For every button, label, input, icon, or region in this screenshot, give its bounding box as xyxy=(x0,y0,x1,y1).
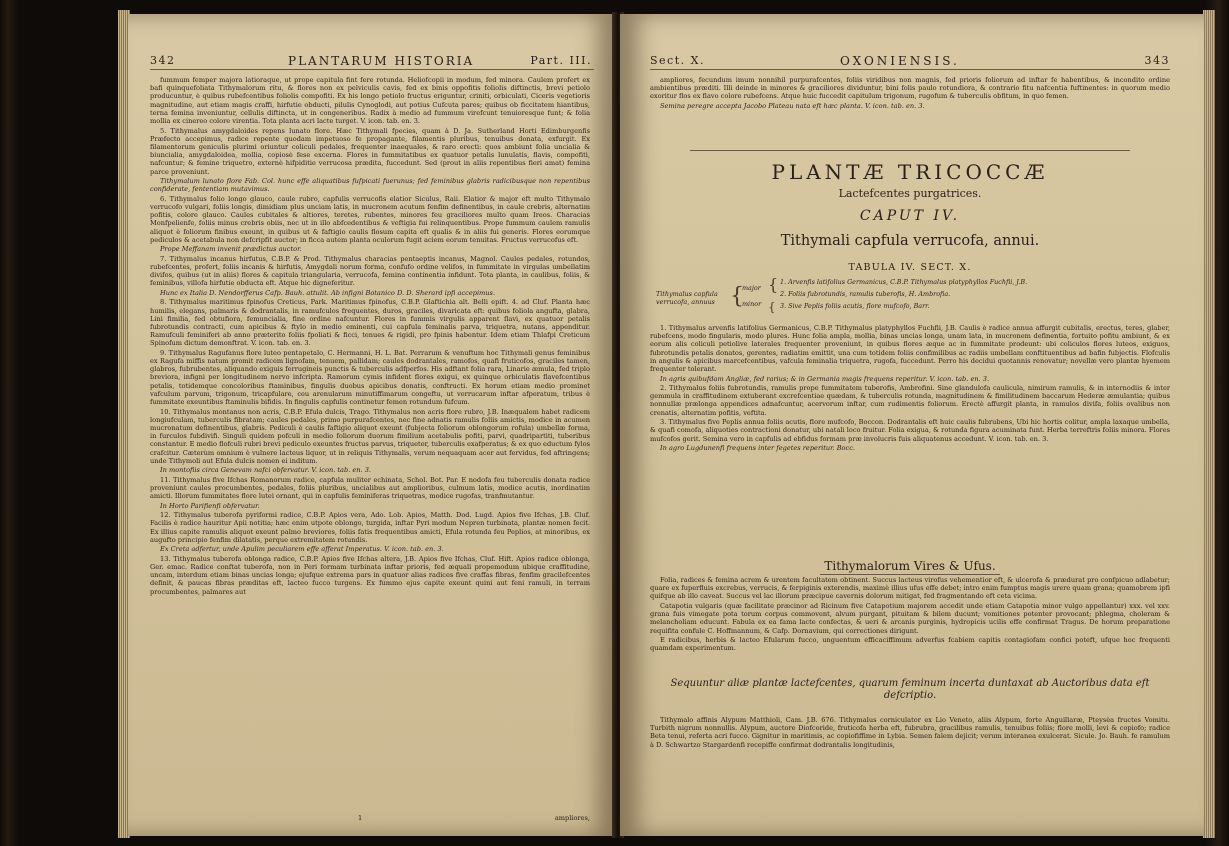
paragraph: Folia, radices & femina acrem & urentem facultatem obtinent. Succus lacteus virofus vehementior eft, & ulcerofa & prædurat pro confpicuo adlabetur; quare ex fuperfluis excrebus, verrucis, & ferpiginis exterendis, maximè illius ufus effe debet; intro enim fumptus magis urere quam grana; quamobrem ipfi quifque ab illo caveat. Succus vel lac illorum præcipue cavernis dolorum mitigat, fed fragmentando eft ceta vicima. xyxy=(650,576,1170,601)
sequuntur-heading: Sequuntur aliæ plantæ lactefcentes, quarum feminum incerta duntaxat ab Auctoribus data eft defcriptio. xyxy=(670,678,1150,701)
paragraph: 3. Tithymalus five Peplis annua foliis acutis, flore mufcofo, Boccon. Dodrantalis eft huic caulis fubrubens, Ubi hic hortis colitur, ampla laxaque umbella, & quafi comofa, aliquoties contractioni donatur, ubi natali loco fruitur. Folia exigua, & rotunda figura acuminata funt. Herba terreftris foliis minora. Flores mufcofos gerit. Semina vero in capfulis ad ebfidus formam præ involucris fuis aliquatenus accedunt. V. icon. tab. en. 3. xyxy=(650,418,1170,443)
right-page xyxy=(620,14,1204,836)
chapter-heading: CAPUT IV. xyxy=(859,208,961,224)
right-head-rule xyxy=(650,69,1170,70)
paragraph: Tithymalum lunato flore Fab. Col. hunc effe aliquatibus fufpicati fuerunus; fed feminibus glabris radicibusque non repentibus confiderate, fententiam mutavimus. xyxy=(150,177,590,194)
paragraph: In agro Lugdunenfi frequens inter fegetes reperitur. Bocc. xyxy=(660,444,856,453)
synopsis-genus: Tithymalus capfula verrucofa, annuus xyxy=(656,290,718,307)
section-subtitle: Lactefcentes purgatrices. xyxy=(838,187,982,200)
table-label: TABULA IV. SECT. X. xyxy=(848,262,972,273)
paragraph: 10. Tithymalus montanus non acris, C.B.P. Efula dulcis, Trago. Tithymalus non acris flore rubro, J.B. Inæqualem habet radicem longiufculam, tuberculis fibratam; caules pedales, primo purpurafcentes, nec fine adnatis ramulis foliis amictis, modice in acumen mucronatum definentibus, glabris. Pediculi è caulis faftigio aliquot exeunt (fubjecta foliorum oblongorum rofula) umbellæ forma, in furculos fubdivifi. Singuli quidem pofculi in medio foliorum duorum fimilium acetabulis pofiti, parvi, quadripartiti, tuberibus constantur. E medio flofculi rubri brevi pediculo exeuntes fructus parvus, triqueter, tuberculis exafperatus; & ex quo eductum fylos crafcitur. Cæterùm omnium è vulnere lacteus liquor, ut in reliquis Tithymalis, verum nequaquam acer aut fervidus, fed aftringens; unde Tithymoli aut Efula dulcis nomen ei inditum. xyxy=(150,407,590,465)
species-synopsis xyxy=(656,275,1176,318)
right-page-number: 343 xyxy=(1144,54,1170,67)
signature-mark: 1 xyxy=(358,814,363,822)
synopsis-species: 2. Foliis fubrotundis, ramulis tuberofis, H. Ambrofia. xyxy=(780,290,951,298)
brace-glyph: { xyxy=(730,284,744,309)
plantae-tricoccae-title: PLANTÆ TRICOCCÆ xyxy=(771,160,1049,184)
vires-text xyxy=(650,576,1170,654)
paragraph: In agris quibufdam Angliæ, fed rarius; & in Germania magis frequens reperitur. V. icon. tab. en. 3. xyxy=(660,374,990,383)
left-page-number: 342 xyxy=(150,54,176,67)
paragraph: 13. Tithymalus tuberofa oblonga radice, C.B.P. Apios five Ifchas altera, J.B. Apios five Ifchas, Cluf. Hift. Apios radice oblonga, Ger. emac. Radice conftat tuberofa, non in Peri formam turbinata inftar prioris, fed æquali propemodum ubique craffitudine, uncam, interdum etiam binas uncias longa; ejufque extrema pars in quatuor alias radices five craffas fibras, fenfim gracilefcentes definit, & paucas fibras præditas eft, lacteo fucco turgens. Ex fummo ejus capite exeunt quini aut feni ramuli, in terram procumbentes, palmares aut xyxy=(150,554,590,596)
chapter-title: Tithymali capfula verrucofa, annui. xyxy=(780,233,1040,249)
right-running-title: OXONIENSIS. xyxy=(840,54,960,68)
paragraph: 7. Tithymalus incanus hirfutus, C.B.P. & Prod. Tithymalus characias pentaeptis incanus, Magnol. Caules pedales, rotundos, rubefcentes, profert, foliis incanis & hirfutis, Amygdali norum forma, confufo ordine velifos, in fummitate in virgulas umbellatim divifos, quibus (ut in aliis) flores & capitula triangularia, verrucofa, femina continentia infidunt. Tota planta, in caulibus, foliis, & feminibus, villofa hirfutie obducta eft. Atque hic digneferitur. xyxy=(150,254,590,288)
page-edges-right xyxy=(1203,10,1215,838)
left-part-label: Part. III. xyxy=(530,54,592,67)
paragraph: 2. Tithymalus foliis fubrotundis, ramulis prope fummitatem tuberofis, Ambrofini. Sine glandulofa caulicula, nimirum ramulis, & in internodiis & inter gemmula in craffitudinem extuberant excrefcentiae quædam, & tuberculis rotunda, magnitudinem & fimilitudinem baccarum Hederæ æmulantia; quibus nonnullæ prælonga appendices adnafcuntur, acervorum inftar, cum rudimentis foliorum. Erectè affurgit planta, in ramulos divifa, foliis ovalibus non crenatis, alternatim pofitis, veftita. xyxy=(650,384,1170,417)
paragraph: Hunc ex Italia D. Nendorfferus Cafp. Bauh. attulit. Ab infigni Botanico D. D. Sherard ipfi accepimus. xyxy=(160,288,496,297)
left-page xyxy=(128,14,616,836)
paragraph: 11. Tithymalus five Ifchas Romanorum radice, capfula muliter echinata, Schol. Bot. Par. E nodofa feu tuberculis donata radice proveniunt caules procumbentes, pedales, foliis pluribus, uncialibus aut amplioribus, culmum latis, modice acutis, inordinatim amicti. Illorum fummitates flore lutei ornant, qui in capfulis feminiferas triquetras, modice rugofas, tranfmutantur. xyxy=(150,475,590,501)
synopsis-minor: minor xyxy=(742,300,762,308)
paragraph: 5. Tithymalus amygdaloides repens lunato flore. Hæc Tithymali fpecies, quam à D. Ja. Sutherland Horti Edimburgenfis Præfecto accepimus, radice repente quodam impetuoso fe propagante, filamentis pluribus, tenuibus donata, exfurgit. Ex filamentorum geniculis plurimi oriuntur coliculi pedales, frequenter inaequales, & raro erecti: quos ambiunt folia uncialia & biuncialia, amygdaloidea, mollia, copiosè fese excerna. Flores in fummitatibus ex quatuor petalis lunulatis, flavis, compofiti, nafcuntur; & femine triquetro, externè hifpiditie verrucosa prædita, fuccedunt. Sed (prout in aliis repentibus fieri amat) femina parce proveniunt. xyxy=(150,126,590,176)
right-species-text xyxy=(650,324,1170,454)
paragraph: Catapotia vulgaris (quæ facilitate præcinor ad Ricinum five Catapotium majorem accedit unde etiam Catapotia minor vulgo appellantur) xxx. vel xxv. grana fuis vimegate pota torum corpus commovent, alvum purgant, pituitam & bilem ducunt; vomitiones potenter provocant; phlegma, choleram & melancholiam educunt. Fabula ex ea fama lacte confectas, & ueri & arcanis purginis, hydropicis ucilis effe confirmat Tragus. De horum preparatione requifita confule C. Hoffmannum, & Cafp. Dornavium, qui correctiones dirigunt. xyxy=(650,601,1170,635)
paragraph: In montofiis circa Genevam nafci obfervatur. V. icon. tab. en. 3. xyxy=(160,466,372,475)
paragraph: 8. Tithymalus maritimus fpinofus Creticus, Park. Maritimus fpinofus, C.B.P. Glaftichia alt. Belli epift. 4. ad Cluf. Planta hæc humilis, elegans, palmaris & dodrantalis, in ramufculos frequentes, duros, graciles, divaricata eft: quibus foliola angufta, glabra, Lini fimilia, fed obtufiora, femuncialia, fine ordine nafcuntur. Flores in fummis virgulis apparent flavi, ex quatuor petalis fubrotundis contracti, cum apicibus & ftylo in medio eminenti, cui capfula feminalis parva, triquetra, nutans, appenditur. Ramufculi feminiferi ab anno præterito foliis fpoliati & ficci, tenues & rigidi, pro fpinis habentur. Idem etiam Thlafpi Creticum Spinofum dictum demonftrat. V. icon. tab. en. 3. xyxy=(150,298,590,348)
section-rule xyxy=(690,150,1130,151)
brace-glyph: { xyxy=(768,300,776,314)
paragraph: 12. Tithymalus tuberofa pyriformi radice, C.B.P. Apios vera, Ado. Lob. Apios, Matth. Dod. Lugd. Apios five Ifchas, J.B. Cluf. Facilis è radice hauritur Apii notitia; hæc enim utpote oblongo, turgida, inftar Pyri modum Nepren turbinata, plantæ nomen fecit. Ex illius capite ramulis aliquot exeunt palmo breviores, foliis fatis frequentibus amicti, Efula rotunda feu Peplios, at minoribus, ex augufto principio fenfim dilatatis, perque extremitatem rotundis. xyxy=(150,511,590,544)
right-section-label: Sect. X. xyxy=(650,54,705,67)
left-text-column xyxy=(150,76,590,597)
vires-heading: Tithymalorum Vires & Ufus. xyxy=(824,559,996,573)
synopsis-species: 3. Sive Peplis foliis acutis, flore mufcofo, Barr. xyxy=(780,302,930,310)
right-top-text xyxy=(650,76,1170,111)
alypum-text xyxy=(650,716,1170,750)
paragraph: fummum femper majora latioraque, ut prope capitula fint fere rotunda. Heliofcopii in modum, fed minora. Caulem profert ex bafi quinquefoliata Tithymalorum ritu, & flores non ex pelviculis cavis, fed ex binis oppofitis foliolis diftinctis, brevi petiolo producuntur, è quibus rubefcentibus foliolis compofiti. Ex his longo petiolo fructus eriguntur, criniti, orbiculati, Ciceris vegetioris magnitudine, aut etiam magis craffi, hirfutie obducti, pilulis Cynoglodi, aut potius Cufcuta pares; quibus ob ficcitatem hiantibus, terna femina inveniuntur, cellulis diftincta, ut in congeneribus. Radix à medio ad fummum virefcunt tenuioresque funt; & folia mollia ex cinereo colore virentia. Tota planta acri lacte turget. V. icon. tab. en. 3. xyxy=(150,76,590,126)
paragraph: ampliores, fecundum imum nonnihil purpurafcentes, foliis viridibus non magnis, fed prioris foliorum ad inftar fe habentibus, & incondito ordine ambientibus præditi. Illi deinde in minores & graciliores dividuntur, bini folis paulo rotundiora, & contrario fitu nafcentia fuftinentes: in quorum medio exoritur flos ex flavo colore rubefcens. Atque huic fuccedit capitulum trigonum, rugofum & tuberculis obfitum, in quo femen. xyxy=(650,76,1170,101)
paragraph: 6. Tithymalus folio longo glauco, caule rubro, capfulis verrucofis elatior Siculus, Raii. Elatior & major eft multo Tithymalo verrucofo vulgari, foliis longis, dimidiam plus unciam latis, in mucronem acutum fenfim definentibus, in caule crebris, alternatim pofitis, colore glauco. Caules cubitales & altiores, teretes, rubentes, minores feu graciliores multo quam Ireos. Characias Monfpelienfe, foliis minus crebris obiis, nec ut in illo abfcedentibus & veftigia fui relinquentibus. Prope fummum caulem ramulis aliquot è foliorum finibus exeunt, in quibus ut & faftigio caulis flosum capita eft qualis & in aliis fui generis. Flores eorumque pediculos & acetabula non defcripfit auctor; in ficca autem planta oculorum fugit aciem eorum tenuitas. Fructus verrucofus eft. xyxy=(150,194,590,244)
paragraph: 9. Tithymalus Ragufanus flore luteo pentapetalo, C. Hermanni, H. L. Bat. Perrarum & venuftum hoc Tithymali genus feminibus ex Ragufa miffis natum promit radicem lignofam, tenuem, pallidam; caules dodrantales, ramofos, quafi fruticofos, graciles tamen, glabros, fubrubentes, aliquando exiguis ferrugineis punctis & tuberculis adfperfos. His adftant folia rara, Linarie æmula, fed triplo breviora, infigni per longitudinem nervo infcripta. Ramorum cymis infident flores exigui, ex quinque orbiculatis flavefcentibus petalis, totidemque concoloribus ftaminibus, fingulis duobus apicibus donatis, conftructi. Ex horum etiam medio prominet vafculum parvum, trigonum, tricapfulare, ceu arenularum minutiffimarum congeftu, ut verrucarum inftar afperatum, tribus è fummitate exeuntibus ftaminulis bifidis. In fingulis capfulis continetur femen rotundum fufcum. xyxy=(150,348,590,407)
left-head-rule xyxy=(150,69,594,70)
brace-glyph: { xyxy=(768,275,779,294)
synopsis-species: 1. Arvenfis latifolius Germanicus, C.B.P. Tithymalus platyphyllos Fuchfii, J.B. xyxy=(780,278,1028,286)
catchword: ampliores, xyxy=(554,814,590,822)
synopsis-major: major xyxy=(742,284,761,292)
left-running-title: PLANTARUM HISTORIA xyxy=(288,54,475,68)
paragraph: Semina peregre accepta Jacobo Plateau nata eft hæc planta. V. icon. tab. en. 3. xyxy=(660,101,925,110)
paragraph: Tithymalo affinis Alypum Matthioli, Cam. J.B. 676. Tithymalus corniculator ex Lio Veneto, aliis Alypum, forte Anguillaræ, Pteysèa fructes Vomitu. Turbith nigrum nonnullis. Alypum, auctore Diofcoride, fruticofa herba eft, fubrubra, gracilibus ramulis, tenuibus foliis; flore molli, levi & copiofo; radice Beta tenui, referta acri fucco. Gignitur in maritimis, ac copiofiffime in Lybia. Semen falem dejicit; verum interanea exulcerat. Sicule. Jo. Bauh. fe ramulum à D. Schwartzo Stargardenfi recepiffe confirmat dodrantalis longitudinis, xyxy=(650,716,1170,749)
paragraph: E radicibus, herbis & lacteo Efularum fucco, unguentum efficaciffimum adverfus fcabiem capitis contagiofam confici poteft, ufque hoc frequenti quamdam experimentum. xyxy=(650,636,1170,653)
vires-rule xyxy=(820,574,1000,575)
paragraph: 1. Tithymalus arvenfis latifolius Germanicus, C.B.P. Tithymalus platyphyllos Fuchfii, J.B. Caulis è radice annua affurgit cubitalis, erectus, teres, glaber, rubefcens, modo fingularis, modo plures. Hunc folia ampla, mollia, binas uncias longa, unam lata, in mucronem definentia, fortuito pofitu ambiunt, & ex eorum alis coliculi petiolive laterales frequenter proveniunt, in quibus flores æque ac in fummitate prodeunt: ubi coliculos flores luteos, exiguos, fubrotundis petalis donatos, gerentes, radiatim emittit, una cum totidem foliis confimilibus ac radiis umbellam conftituentibus ad bafin fubjectis. Flofculis in angulis & apicibus marcefcentibus, vafcula feminalia triquetra, rugofa, fuccedunt. Perro his decidui quotannis renovatur; novellæ vero plantæ hyemem frequenter tolerant. xyxy=(650,324,1170,374)
paragraph: Prope Meffanam invenit prædictus auctor. xyxy=(160,245,302,254)
paragraph: Ex Creta adfertur, unde Apulim peculiarem effe afferat Imperatus. V. icon. tab. en. 3. xyxy=(160,545,444,554)
paragraph: In Horto Parifienfi obfervatur. xyxy=(160,501,260,510)
